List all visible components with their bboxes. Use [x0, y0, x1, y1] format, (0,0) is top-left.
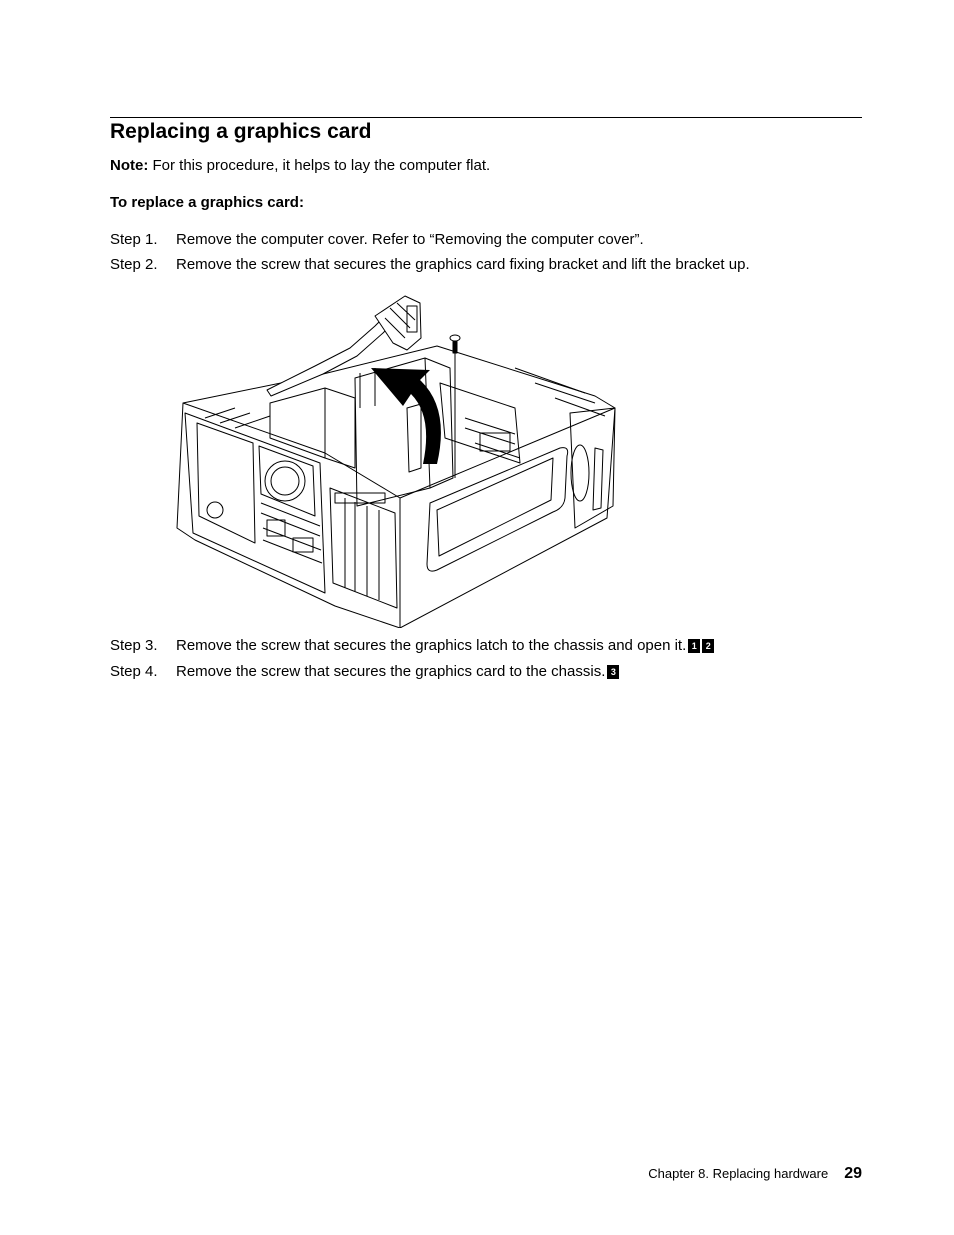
- step-text: Remove the screw that secures the graphics card fixing bracket and lift the bracket up.: [176, 256, 750, 273]
- step-text: Remove the screw that secures the graphics latch to the chassis and open it.: [176, 637, 687, 654]
- note: [110, 157, 490, 174]
- step-number: Step 2.: [110, 256, 158, 273]
- procedure-heading: To replace a graphics card:: [110, 194, 304, 211]
- step-number: Step 4.: [110, 663, 158, 680]
- step-number: Step 3.: [110, 637, 158, 654]
- step-4: [110, 663, 619, 680]
- callout-badge: 2: [702, 639, 714, 653]
- page-number: 29: [844, 1165, 862, 1182]
- page-title: Replacing a graphics card: [110, 120, 372, 143]
- section-rule: [110, 117, 862, 118]
- step-1: [110, 231, 644, 248]
- chassis-bracket-illustration: [175, 288, 621, 628]
- note-text: For this procedure, it helps to lay the computer flat.: [152, 157, 491, 174]
- callout-badge: 1: [688, 639, 700, 653]
- page-footer: [648, 1165, 862, 1183]
- chapter-label: Chapter 8. Replacing hardware: [648, 1166, 829, 1181]
- step-2: [110, 256, 750, 273]
- callout-badge: 3: [607, 665, 619, 679]
- step-3: [110, 637, 714, 654]
- step-number: Step 1.: [110, 231, 158, 248]
- note-label: Note:: [110, 157, 149, 174]
- step-text: Remove the screw that secures the graphics card to the chassis.: [176, 663, 606, 680]
- step-text: Remove the computer cover. Refer to “Removing the computer cover”.: [176, 231, 644, 248]
